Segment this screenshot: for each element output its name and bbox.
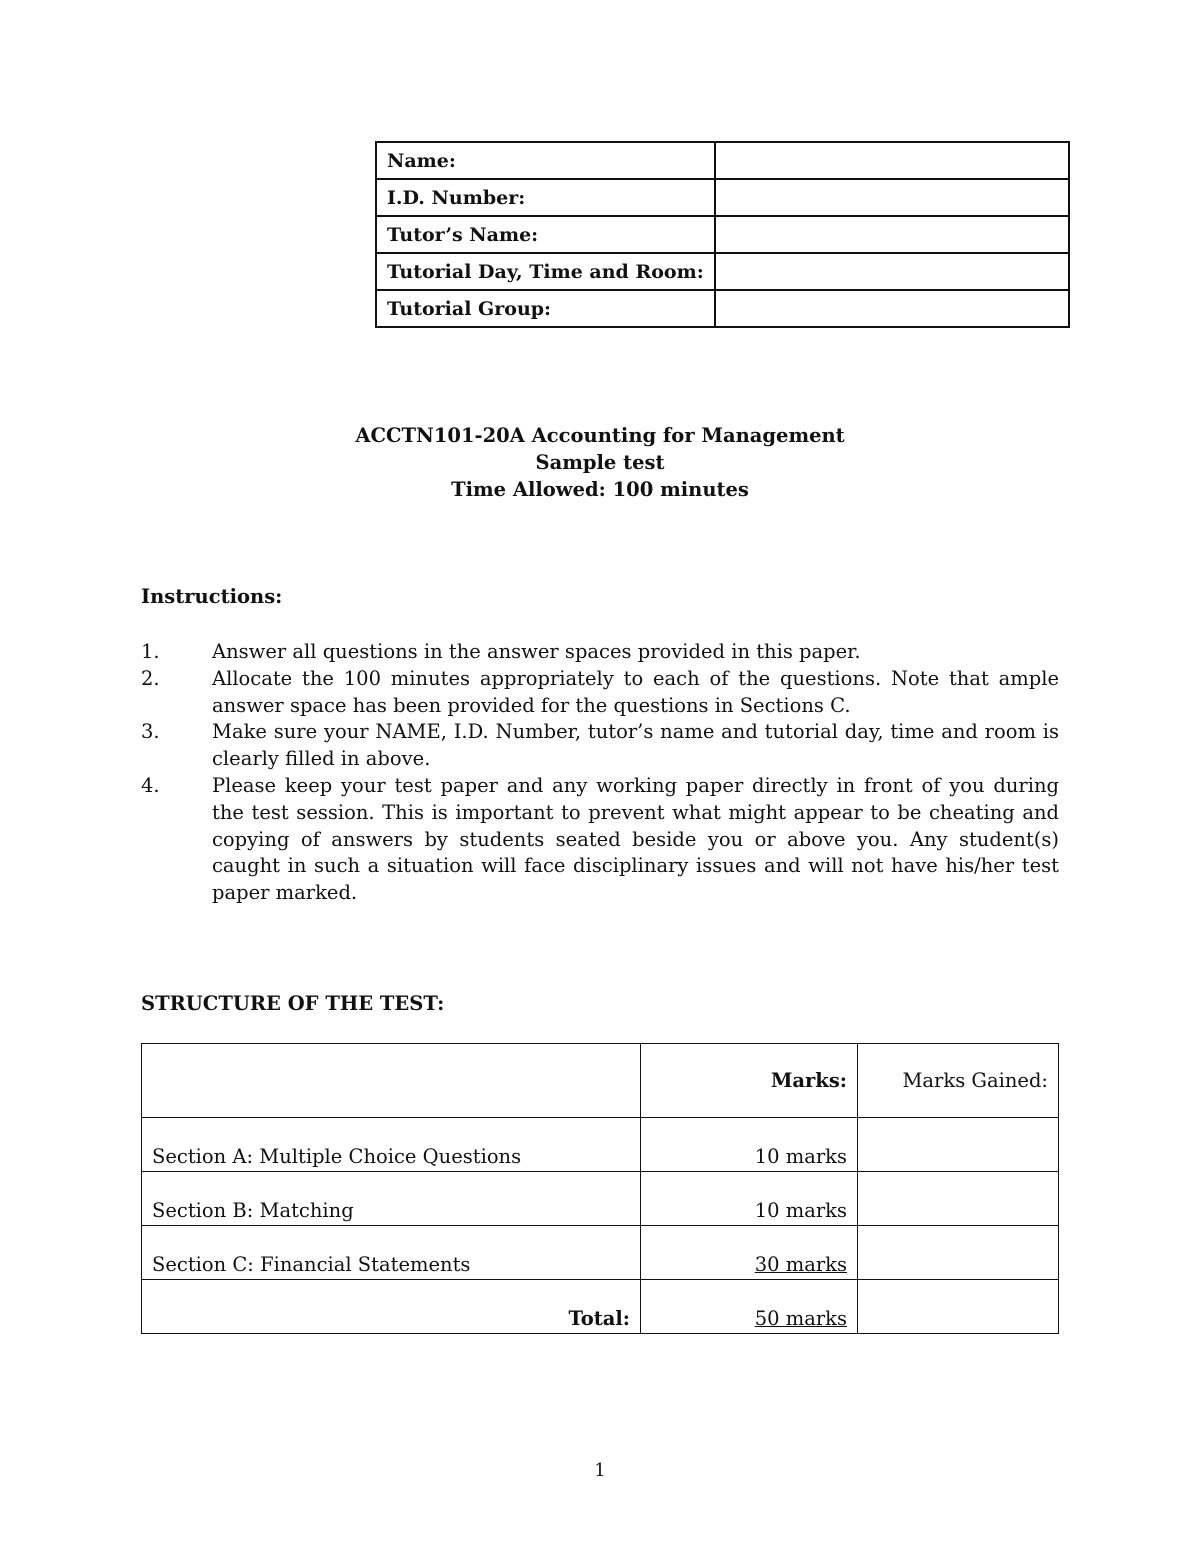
tutorial-day-time-room-field[interactable]: [715, 253, 1069, 290]
section-a-gained-field[interactable]: [858, 1118, 1059, 1172]
marks-gained-column-header: Marks Gained:: [858, 1044, 1059, 1118]
instruction-number: 3.: [141, 720, 160, 744]
course-title: ACCTN101-20A Accounting for Management: [355, 424, 845, 447]
instruction-item: [141, 639, 1059, 666]
title-block: [0, 422, 1200, 503]
instructions-list: [141, 639, 1059, 907]
test-subtitle: Sample test: [535, 451, 665, 474]
header-empty-cell: [142, 1044, 641, 1118]
total-label: Total:: [142, 1280, 641, 1334]
instruction-number: 1.: [141, 640, 160, 663]
details-row-tutor: [376, 216, 1069, 253]
instruction-number: 4.: [141, 773, 160, 797]
details-row-tutorial: [376, 253, 1069, 290]
instructions-heading: Instructions:: [141, 585, 283, 608]
total-gained-field[interactable]: [858, 1280, 1059, 1334]
name-field[interactable]: [715, 142, 1069, 179]
table-row: [142, 1118, 1059, 1172]
instruction-number: 2.: [141, 666, 160, 690]
instruction-text: Allocate the 100 minutes appropriately to each of the questions. Note that ample answer space has been provided for the questions in Sections C.: [212, 666, 1059, 717]
tutorial-group-field[interactable]: [715, 290, 1069, 327]
name-label: Name:: [376, 142, 715, 179]
instruction-item: [141, 666, 1059, 720]
section-a-marks: 10 marks: [641, 1118, 858, 1172]
section-c-label: Section C: Financial Statements: [142, 1226, 641, 1280]
details-row-group: [376, 290, 1069, 327]
instruction-text: Make sure your NAME, I.D. Number, tutor’s name and tutorial day, time and room is clearly filled in above.: [212, 720, 1059, 771]
section-c-marks: 30 marks: [641, 1226, 858, 1280]
test-structure-table: [141, 1043, 1059, 1334]
instruction-item: [141, 719, 1059, 773]
total-row: [142, 1280, 1059, 1334]
id-number-field[interactable]: [715, 179, 1069, 216]
instruction-text: Answer all questions in the answer spaces provided in this paper.: [212, 640, 861, 663]
table-row: [142, 1226, 1059, 1280]
instruction-text: Please keep your test paper and any working paper directly in front of you during the test session. This is important to prevent what might appear to be cheating and copying of answers by students seated beside you or above you. Any student(s) caught in such a situation will face disciplinary issues and will not have his/her test paper marked.: [212, 773, 1059, 905]
student-details-table: [375, 141, 1070, 328]
details-row-id: [376, 179, 1069, 216]
page-number: 1: [594, 1460, 606, 1481]
tutor-name-label: Tutor’s Name:: [376, 216, 715, 253]
instruction-item: [141, 773, 1059, 907]
tutor-name-field[interactable]: [715, 216, 1069, 253]
section-b-gained-field[interactable]: [858, 1172, 1059, 1226]
structure-header-row: [142, 1044, 1059, 1118]
section-b-marks: 10 marks: [641, 1172, 858, 1226]
marks-column-header: Marks:: [641, 1044, 858, 1118]
total-marks: 50 marks: [641, 1280, 858, 1334]
structure-heading: STRUCTURE OF THE TEST:: [141, 992, 445, 1015]
details-row-name: [376, 142, 1069, 179]
section-c-gained-field[interactable]: [858, 1226, 1059, 1280]
table-row: [142, 1172, 1059, 1226]
section-b-label: Section B: Matching: [142, 1172, 641, 1226]
id-number-label: I.D. Number:: [376, 179, 715, 216]
section-a-label: Section A: Multiple Choice Questions: [142, 1118, 641, 1172]
tutorial-day-time-room-label: Tutorial Day, Time and Room:: [376, 253, 715, 290]
time-allowed: Time Allowed: 100 minutes: [451, 478, 749, 501]
tutorial-group-label: Tutorial Group:: [376, 290, 715, 327]
